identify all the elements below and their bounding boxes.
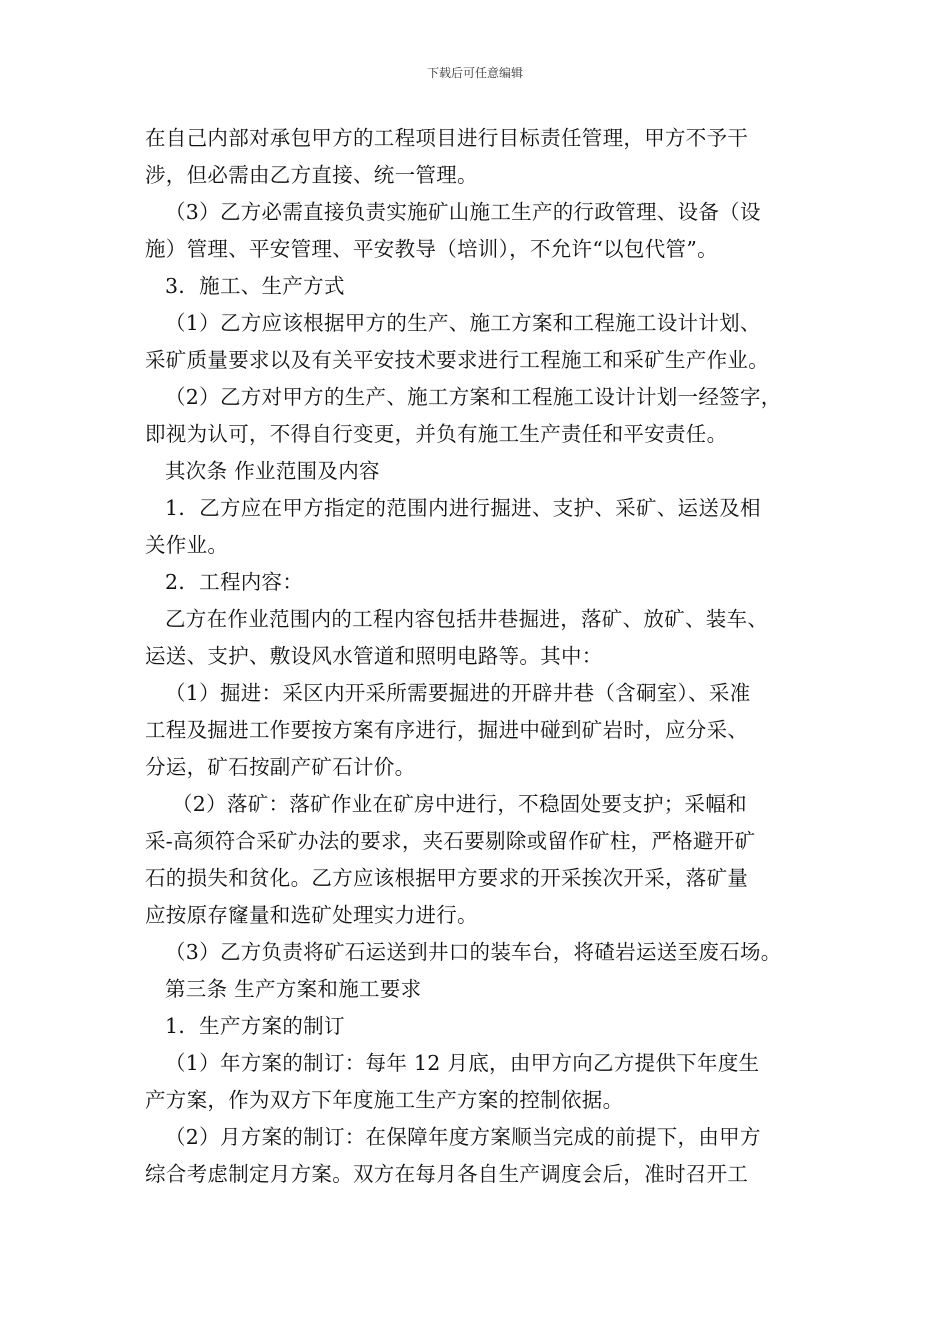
document-body bbox=[145, 120, 825, 1193]
text-line: （3）乙方必需直接负责实施矿山施工生产的行政管理、设备（设 bbox=[165, 200, 761, 224]
text-line: （2）乙方对甲方的生产、施工方案和工程施工设计计划一经签字， bbox=[165, 385, 782, 409]
text-line: 综合考虑制定月方案。双方在每月各自生产调度会后，准时召开工 bbox=[145, 1162, 749, 1186]
text-line: 乙方在作业范围内的工程内容包括井巷掘进，落矿、放矿、装车、 bbox=[165, 607, 769, 631]
text-line: （3）乙方负责将矿石运送到井口的装车台，将碴岩运送至废石场。 bbox=[165, 940, 782, 964]
section-heading: 1．生产方案的制订 bbox=[165, 1014, 345, 1038]
text-line: （1）乙方应该根据甲方的生产、施工方案和工程施工设计计划、 bbox=[165, 311, 761, 335]
text-line: 采矿质量要求以及有关平安技术要求进行工程施工和采矿生产作业。 bbox=[145, 348, 769, 372]
text-line: （1）年方案的制订：每年 12 月底，由甲方向乙方提供下年度生 bbox=[165, 1051, 760, 1075]
text-line: （2）月方案的制订：在保障年度方案顺当完成的前提下，由甲方 bbox=[165, 1125, 761, 1149]
article-heading: 其次条 作业范围及内容 bbox=[165, 459, 380, 483]
text-line: 分运，矿石按副产矿石计价。 bbox=[145, 755, 416, 779]
text-line: 关作业。 bbox=[145, 533, 229, 557]
text-line: 运送、支护、敷设风水管道和照明电路等。其中： bbox=[145, 644, 603, 668]
text-line: 1．乙方应在甲方指定的范围内进行掘进、支护、采矿、运送及相 bbox=[165, 496, 761, 520]
text-line: （2）落矿：落矿作业在矿房中进行，不稳固处要支护；采幅和 bbox=[172, 792, 747, 816]
text-line: 工程及掘进工作要按方案有序进行，掘进中碰到矿岩时，应分采、 bbox=[145, 718, 749, 742]
text-line: （1）掘进：采区内开采所需要掘进的开辟井巷（含硐室）、采准 bbox=[165, 681, 751, 705]
text-line: 采-高须符合采矿办法的要求，夹石要剔除或留作矿柱，严格避开矿 bbox=[145, 829, 756, 853]
text-line: 应按原存窿量和选矿处理实力进行。 bbox=[145, 903, 478, 927]
text-line: 产方案，作为双方下年度施工生产方案的控制依据。 bbox=[145, 1088, 624, 1112]
text-line: 在自己内部对承包甲方的工程项目进行目标责任管理，甲方不予干 bbox=[145, 126, 749, 150]
text-line: 石的损失和贫化。乙方应该根据甲方要求的开采挨次开采，落矿量 bbox=[145, 866, 749, 890]
text-line: 涉，但必需由乙方直接、统一管理。 bbox=[145, 163, 478, 187]
text-line: 即视为认可，不得自行变更，并负有施工生产责任和平安责任。 bbox=[145, 422, 728, 446]
section-heading: 2．工程内容： bbox=[165, 570, 304, 594]
article-heading: 第三条 生产方案和施工要求 bbox=[165, 977, 422, 1001]
section-heading: 3．施工、生产方式 bbox=[165, 274, 345, 298]
text-line: 施）管理、平安管理、平安教导（培训），不允许“以包代管”。 bbox=[145, 237, 718, 261]
page-header: 下载后可任意编辑 bbox=[426, 66, 523, 80]
